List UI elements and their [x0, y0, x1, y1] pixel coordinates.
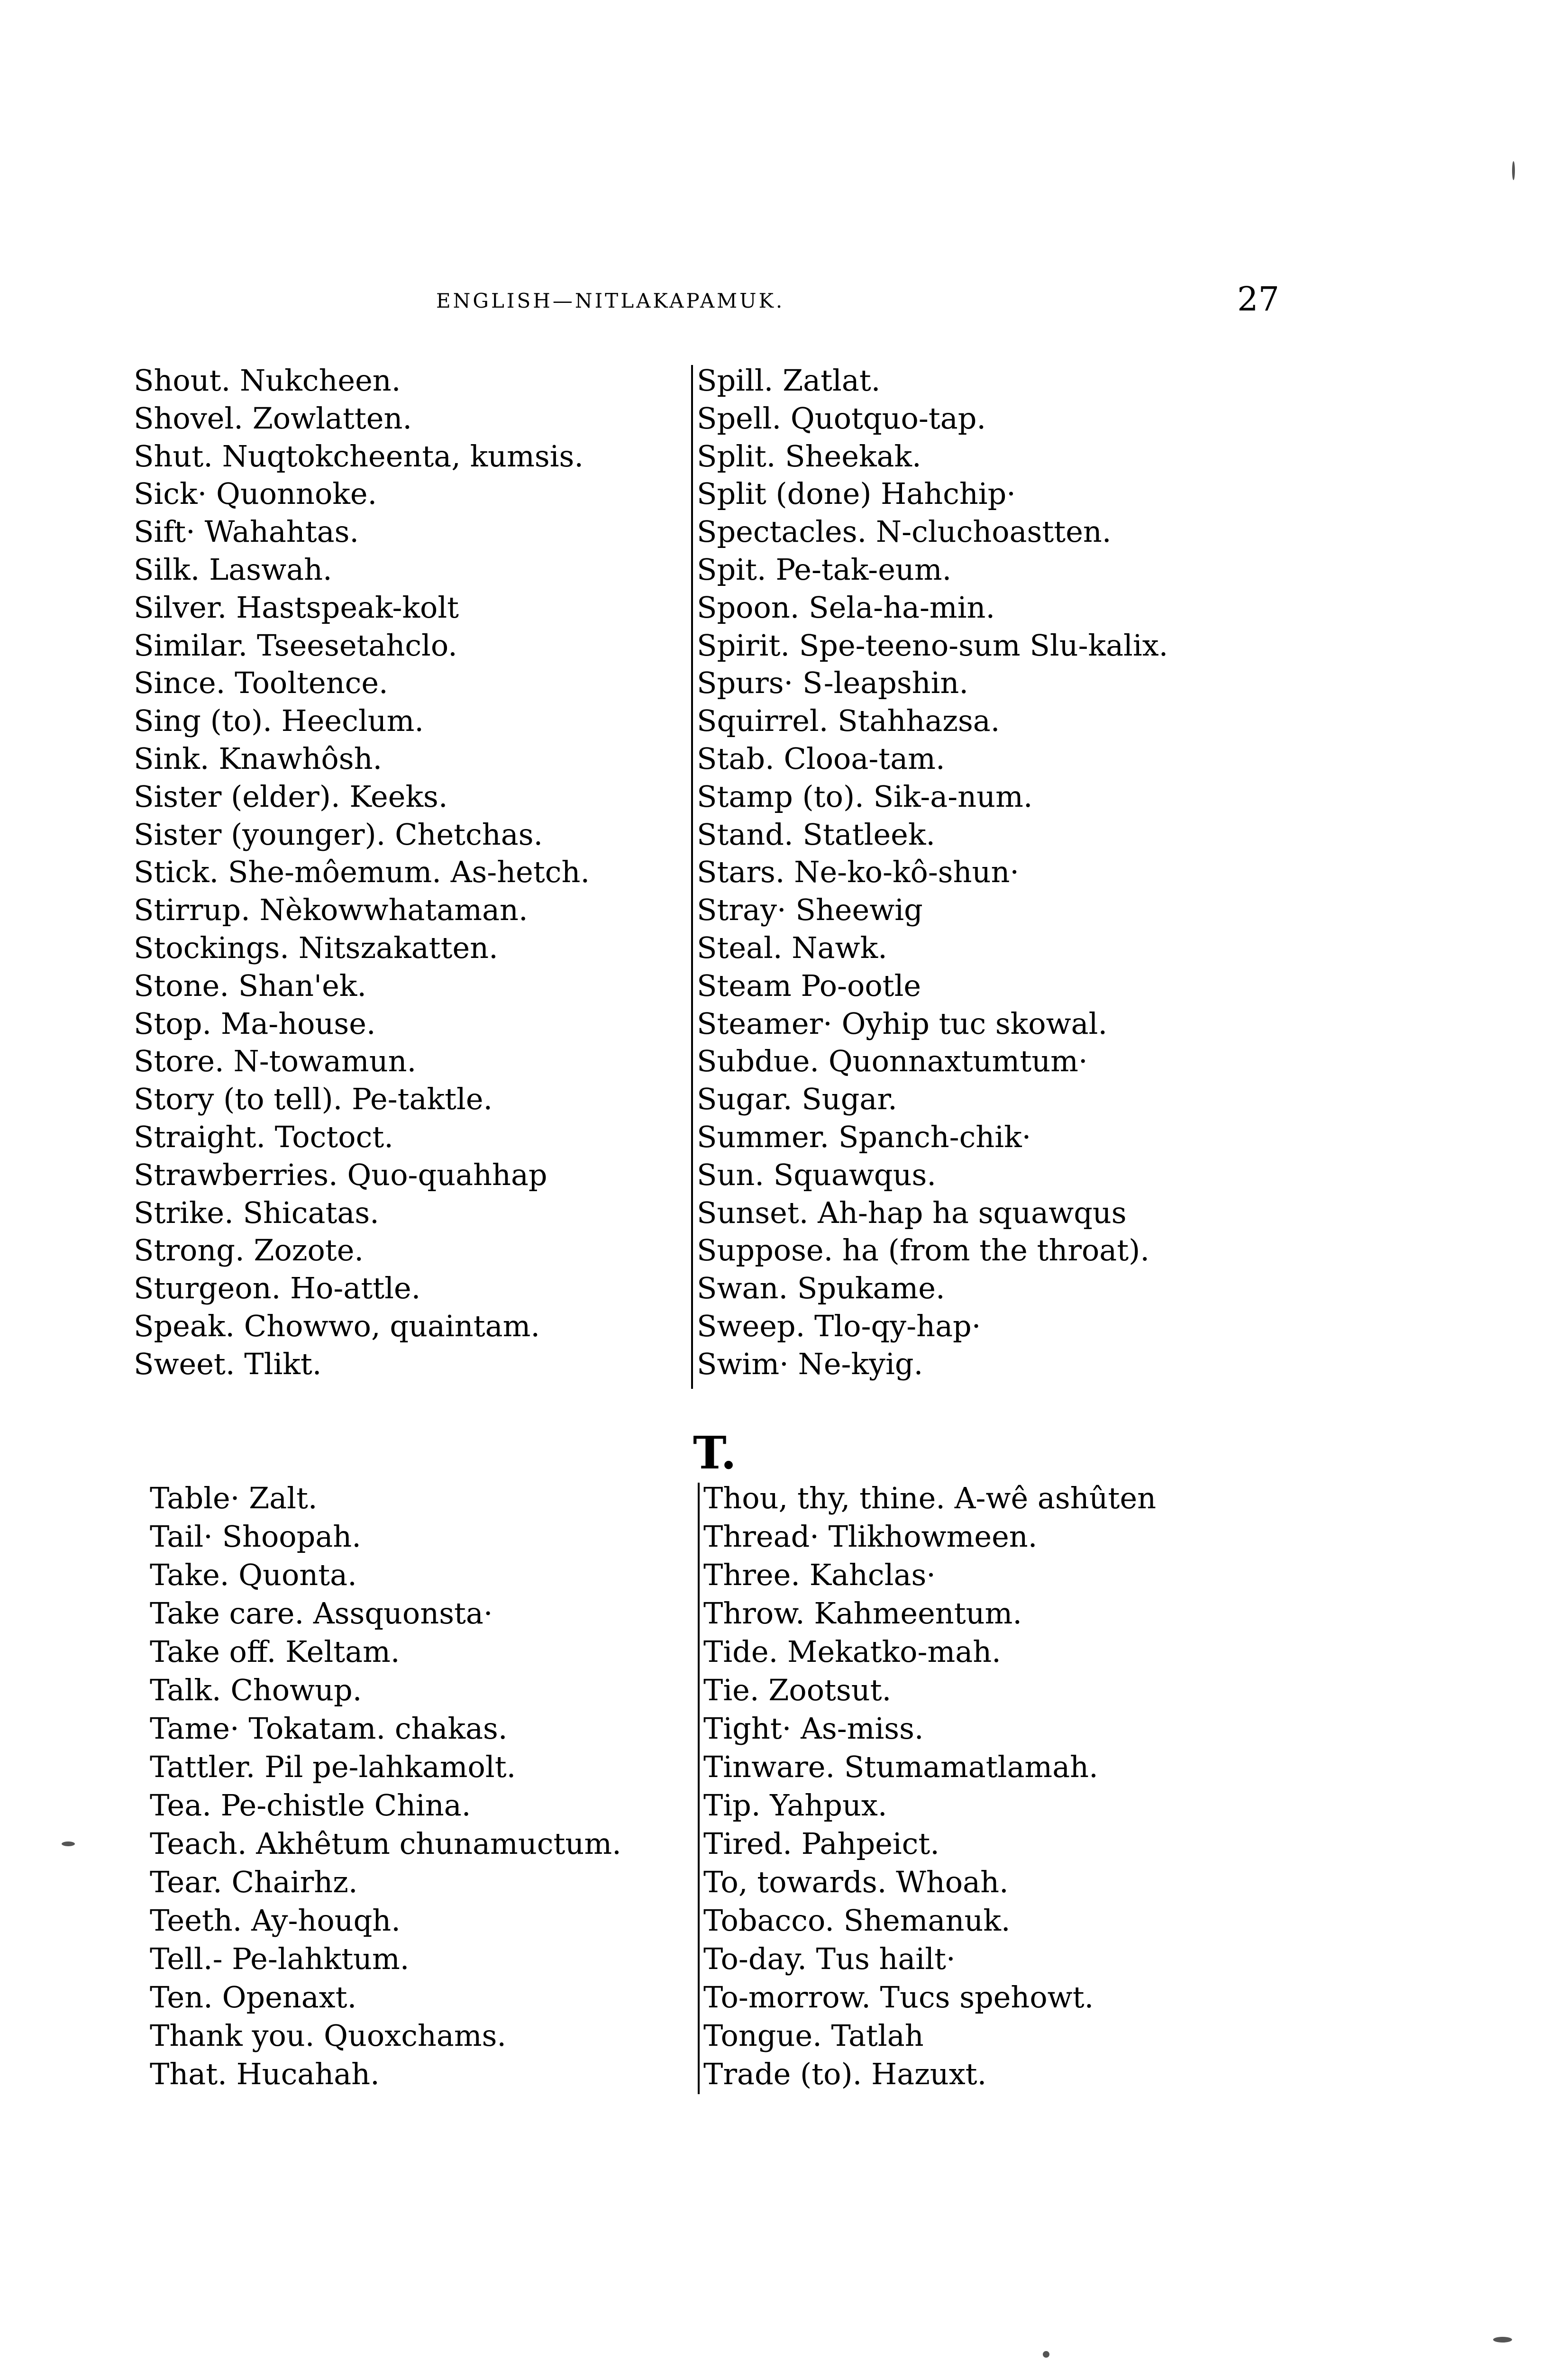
- dictionary-entry: Similar. Tseesetahclo.: [134, 628, 457, 663]
- section-heading-t: T.: [693, 1427, 737, 1479]
- ink-speck: [1512, 161, 1515, 180]
- dictionary-entry: Shovel. Zowlatten.: [134, 401, 412, 436]
- dictionary-entry: Story (to tell). Pe-taktle.: [134, 1082, 493, 1117]
- dictionary-entry: Stockings. Nitszakatten.: [134, 930, 498, 965]
- dictionary-entry: Sugar. Sugar.: [697, 1082, 897, 1117]
- dictionary-entry: Sift· Wahahtas.: [134, 514, 359, 549]
- dictionary-entry: Tired. Pahpeict.: [703, 1826, 939, 1861]
- dictionary-entry: Tie. Zootsut.: [703, 1673, 892, 1707]
- dictionary-entry: To-morrow. Tucs spehowt.: [703, 1980, 1094, 2014]
- dictionary-entry: Shout. Nukcheen.: [134, 363, 401, 398]
- dictionary-entry: Talk. Chowup.: [150, 1673, 362, 1707]
- dictionary-entry: Tail· Shoopah.: [150, 1519, 361, 1554]
- dictionary-entry: Ten. Openaxt.: [150, 1980, 357, 2014]
- dictionary-entry: Split. Sheekak.: [697, 438, 921, 474]
- dictionary-entry: Strawberries. Quo-quahhap: [134, 1157, 547, 1192]
- dictionary-entry: Take. Quonta.: [150, 1558, 357, 1592]
- dictionary-entry: Swim· Ne-kyig.: [697, 1346, 923, 1381]
- dictionary-entry: Summer. Spanch-chik·: [697, 1119, 1031, 1154]
- dictionary-entry: Spell. Quotquo-tap.: [697, 401, 986, 436]
- dictionary-entry: Take off. Keltam.: [150, 1634, 400, 1669]
- dictionary-entry: Stab. Clooa-tam.: [697, 741, 945, 776]
- t-right-column: [703, 1481, 1157, 2098]
- dictionary-entry: Shut. Nuqtokcheenta, kumsis.: [134, 438, 584, 474]
- s-left-column: [134, 363, 590, 1387]
- dictionary-entry: Store. N-towamun.: [134, 1044, 417, 1079]
- dictionary-entry: Silk. Laswah.: [134, 552, 332, 587]
- ink-speck: [1493, 2337, 1512, 2343]
- dictionary-entry: Tattler. Pil pe-lahkamolt.: [150, 1750, 516, 1784]
- dictionary-entry: Tea. Pe-chistle China.: [150, 1788, 471, 1823]
- dictionary-entry: Sick· Quonnoke.: [134, 476, 377, 511]
- dictionary-entry: Spectacles. N-cluchoastten.: [697, 514, 1112, 549]
- dictionary-entry: Squirrel. Stahhazsa.: [697, 703, 1000, 738]
- dictionary-entry: Stone. Shan'ek.: [134, 968, 367, 1003]
- dictionary-entry: Stop. Ma-house.: [134, 1006, 376, 1041]
- dictionary-entry: Straight. Toctoct.: [134, 1119, 393, 1154]
- dictionary-entry: Speak. Chowwo, quaintam.: [134, 1308, 540, 1343]
- dictionary-entry: Teach. Akhêtum chunamuctum.: [150, 1826, 621, 1861]
- dictionary-entry: Spirit. Spe-teeno-sum Slu-kalix.: [697, 628, 1168, 663]
- dictionary-entry: Sweep. Tlo-qy-hap·: [697, 1308, 981, 1343]
- dictionary-entry: Sun. Squawqus.: [697, 1157, 937, 1192]
- dictionary-entry: Spurs· S-leapshin.: [697, 665, 969, 701]
- dictionary-entry: Teeth. Ay-houqh.: [150, 1903, 401, 1938]
- dictionary-entry: Sunset. Ah-hap ha squawqus: [697, 1195, 1127, 1230]
- dictionary-entry: Tight· As-miss.: [703, 1711, 924, 1746]
- dictionary-entry: Swan. Spukame.: [697, 1271, 945, 1306]
- dictionary-entry: To-day. Tus hailt·: [703, 1942, 956, 1976]
- dictionary-entry: Thread· Tlikhowmeen.: [703, 1519, 1038, 1554]
- dictionary-entry: Throw. Kahmeentum.: [703, 1596, 1022, 1631]
- dictionary-entry: Spill. Zatlat.: [697, 363, 881, 398]
- dictionary-entry: Strike. Shicatas.: [134, 1195, 379, 1230]
- dictionary-entry: Stray· Sheewig: [697, 893, 923, 928]
- s-right-column: [697, 363, 1168, 1387]
- ink-speck: [62, 1841, 75, 1846]
- dictionary-entry: Sweet. Tlikt.: [134, 1346, 322, 1381]
- dictionary-entry: Steamer· Oyhip tuc skowal.: [697, 1006, 1108, 1041]
- dictionary-entry: That. Hucahah.: [150, 2057, 380, 2091]
- dictionary-entry: Thank you. Quoxchams.: [150, 2018, 507, 2053]
- running-head: ENGLISH—NITLAKAPAMUK.: [436, 289, 785, 312]
- dictionary-entry: Silver. Hastspeak-kolt: [134, 590, 459, 625]
- dictionary-entry: Stick. She-môemum. As-hetch.: [134, 855, 590, 890]
- dictionary-entry: Sink. Knawhôsh.: [134, 741, 383, 776]
- dictionary-entry: Tear. Chairhz.: [150, 1865, 358, 1899]
- dictionary-entry: Steal. Nawk.: [697, 930, 887, 965]
- dictionary-entry: Tame· Tokatam. chakas.: [150, 1711, 508, 1746]
- dictionary-entry: Stand. Statleek.: [697, 817, 936, 852]
- dictionary-entry: Trade (to). Hazuxt.: [703, 2057, 987, 2091]
- dictionary-entry: Spit. Pe-tak-eum.: [697, 552, 952, 587]
- dictionary-entry: Sister (younger). Chetchas.: [134, 817, 543, 852]
- dictionary-entry: Tobacco. Shemanuk.: [703, 1903, 1011, 1938]
- dictionary-entry: Tip. Yahpux.: [703, 1788, 887, 1823]
- dictionary-entry: Sing (to). Heeclum.: [134, 703, 424, 738]
- dictionary-entry: Strong. Zozote.: [134, 1233, 364, 1268]
- dictionary-entry: Suppose. ha (from the throat).: [697, 1233, 1150, 1268]
- dictionary-entry: Tide. Mekatko-mah.: [703, 1634, 1001, 1669]
- dictionary-entry: Thou, thy, thine. A-wê ashûten: [703, 1481, 1157, 1515]
- dictionary-entry: Steam Po-ootle: [697, 968, 921, 1003]
- dictionary-entry: Stirrup. Nèkowwhataman.: [134, 893, 528, 928]
- page-number: 27: [1237, 280, 1280, 319]
- dictionary-entry: Spoon. Sela-ha-min.: [697, 590, 995, 625]
- dictionary-entry: Tell.- Pe-lahktum.: [150, 1942, 410, 1976]
- dictionary-entry: Three. Kahclas·: [703, 1558, 936, 1592]
- dictionary-entry: Tinware. Stumamatlamah.: [703, 1750, 1098, 1784]
- dictionary-entry: Take care. Assquonsta·: [150, 1596, 493, 1631]
- dictionary-entry: Stars. Ne-ko-kô-shun·: [697, 855, 1020, 890]
- dictionary-entry: Tongue. Tatlah: [703, 2018, 924, 2053]
- dictionary-entry: Since. Tooltence.: [134, 665, 388, 701]
- dictionary-entry: Stamp (to). Sik-a-num.: [697, 779, 1033, 814]
- ink-speck: [1043, 2351, 1049, 2358]
- s-column-rule: [691, 365, 693, 1389]
- dictionary-entry: Sturgeon. Ho-attle.: [134, 1271, 421, 1306]
- dictionary-entry: Table· Zalt.: [150, 1481, 318, 1515]
- t-left-column: [150, 1481, 621, 2098]
- t-column-rule: [698, 1483, 700, 2094]
- dictionary-entry: Split (done) Hahchip·: [697, 476, 1016, 511]
- dictionary-entry: Subdue. Quonnaxtumtum·: [697, 1044, 1088, 1079]
- dictionary-entry: Sister (elder). Keeks.: [134, 779, 448, 814]
- dictionary-entry: To, towards. Whoah.: [703, 1865, 1009, 1899]
